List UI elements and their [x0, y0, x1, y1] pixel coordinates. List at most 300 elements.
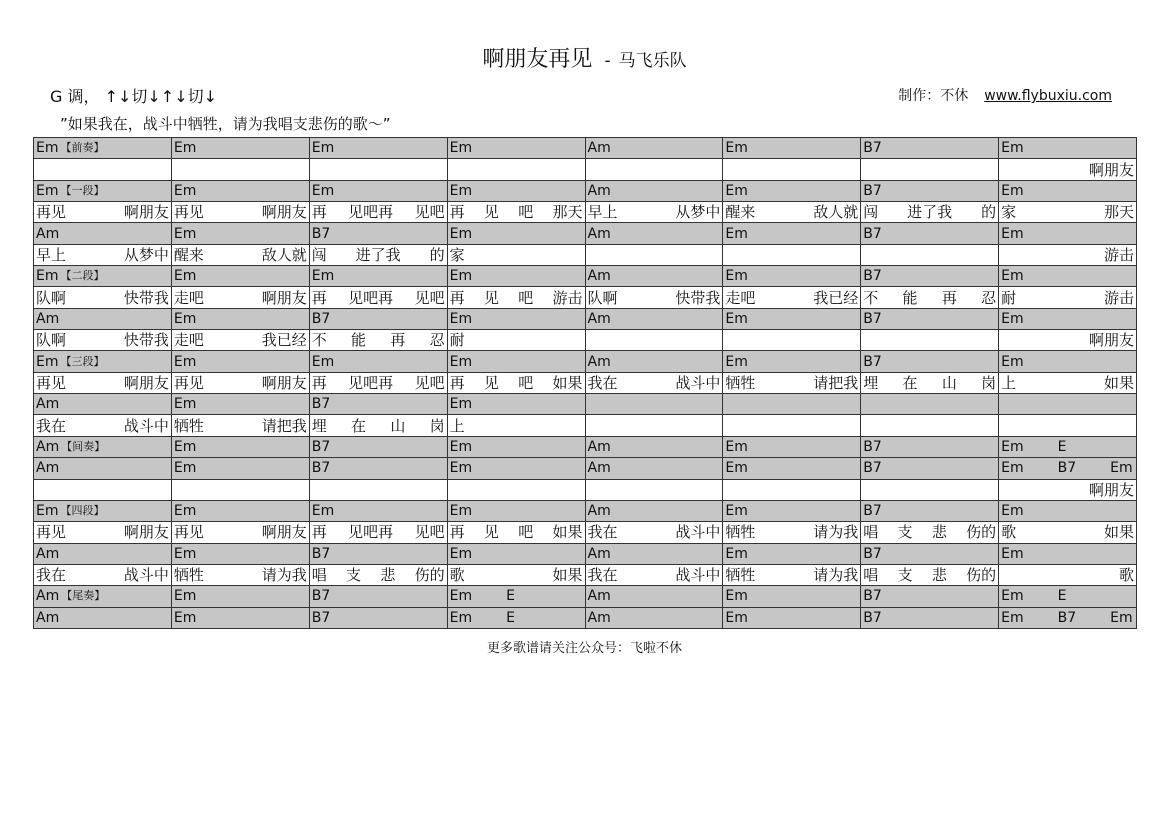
lyric-cell	[861, 244, 999, 265]
cell-content	[312, 565, 445, 585]
cell-content	[588, 223, 721, 243]
chord-cell	[999, 543, 1137, 564]
footer-note: 更多歌谱请关注公众号：飞啦不休	[486, 641, 682, 656]
lyric-cell	[999, 287, 1137, 308]
chord-cell	[447, 138, 585, 159]
lyric-cell	[723, 159, 861, 180]
lyric-text: 啊朋友	[261, 203, 307, 222]
lyric-text: 战斗中	[123, 416, 169, 435]
chord-name: B7	[311, 588, 331, 605]
cell-content	[1001, 330, 1134, 350]
lyric-text: 家	[1001, 203, 1017, 222]
chord-cell	[723, 308, 861, 329]
chord-name: Em	[173, 225, 197, 242]
lyric-text: 如果	[1103, 523, 1134, 542]
cell-content	[36, 330, 169, 350]
lyric-text: 岗	[429, 416, 445, 435]
lyric-text: 醒来	[173, 245, 204, 264]
cell-content	[450, 223, 583, 243]
cell-content	[1001, 394, 1134, 414]
lyric-cell	[309, 372, 447, 393]
chord-name: Em	[173, 460, 197, 477]
chord-name: Em	[173, 588, 197, 605]
cell-content	[450, 415, 583, 435]
lyric-row	[34, 202, 1137, 223]
chord-cell	[447, 436, 585, 457]
lyric-cell	[34, 330, 172, 351]
cell-content	[36, 287, 169, 307]
chord-name: Em	[449, 140, 473, 157]
cell-content	[36, 608, 169, 628]
lyric-text: 伤的	[966, 523, 997, 542]
chord-row	[34, 607, 1137, 628]
lyric-text: 如果	[552, 566, 583, 585]
lyric-text: 那天	[1103, 203, 1134, 222]
lyric-text: 再	[311, 373, 327, 392]
chord-cell	[861, 458, 999, 479]
chord-cell	[171, 586, 309, 607]
lyric-text: 歌	[449, 566, 465, 585]
lyric-cell	[861, 415, 999, 436]
lyric-text: 请把我	[261, 416, 307, 435]
lyric-text: 牺牲	[173, 566, 204, 585]
credit	[898, 85, 1112, 105]
lyric-text: 我在	[587, 566, 618, 585]
cell-content	[174, 287, 307, 307]
chord-name: B7	[311, 438, 331, 455]
cell-content	[36, 586, 169, 606]
cell-content	[725, 266, 858, 286]
cell-content	[312, 159, 445, 179]
lyric-cell	[723, 202, 861, 223]
cell-content	[450, 437, 583, 457]
cell-content	[725, 437, 858, 457]
cell-content	[588, 373, 721, 393]
chord-name: B7	[311, 310, 331, 327]
cell-content	[174, 181, 307, 201]
cell-content	[725, 159, 858, 179]
lyric-text: 早上	[36, 245, 67, 264]
cell-content	[588, 159, 721, 179]
lyric-text: 再	[449, 288, 465, 307]
chord-cell	[723, 500, 861, 521]
chord-name: Em	[36, 182, 59, 199]
chord-cell	[861, 223, 999, 244]
chord-name: Em	[173, 396, 197, 413]
chord-name: Em	[311, 140, 335, 157]
lyric-text: 见吧再	[348, 203, 394, 222]
cell-content	[312, 608, 445, 628]
lyric-text: 埋	[863, 373, 879, 392]
chord-cell	[585, 436, 723, 457]
chord-name: B7	[311, 396, 331, 413]
cell-content	[312, 245, 445, 265]
chord-cell	[34, 308, 172, 329]
chord-name: Em	[173, 503, 197, 520]
cell-content	[863, 480, 996, 500]
cell-content	[450, 586, 583, 606]
chord-name: Am	[36, 588, 60, 605]
chord-cell	[34, 543, 172, 564]
chord-cell	[34, 266, 172, 287]
chord-name: Am	[587, 225, 611, 242]
lyric-text: 支	[897, 566, 913, 585]
chord-cell	[309, 223, 447, 244]
lyric-text: 游击	[1103, 245, 1134, 264]
cell-content	[725, 330, 858, 350]
chord-name: B7	[863, 268, 882, 285]
chord-cell	[861, 308, 999, 329]
chord-name: Em	[173, 140, 197, 157]
lyric-text: 战斗中	[675, 373, 721, 392]
lyric-cell	[34, 372, 172, 393]
chord-row	[34, 500, 1137, 521]
cell-content	[725, 223, 858, 243]
cell-content	[725, 608, 858, 628]
lyric-text: 战斗中	[675, 523, 721, 542]
lyric-cell	[723, 415, 861, 436]
cell-content	[725, 245, 858, 265]
cell-content	[1001, 159, 1134, 179]
chord-cell	[861, 436, 999, 457]
lyric-text: 吧	[518, 373, 534, 392]
lyric-text: 牺牲	[725, 566, 756, 585]
cell-content	[174, 501, 307, 521]
lyric-cell	[447, 159, 585, 180]
cell-content	[36, 223, 169, 243]
chord-cell	[309, 394, 447, 415]
cell-content	[174, 458, 307, 478]
chord-name: Em	[725, 588, 748, 605]
cell-content	[1001, 287, 1134, 307]
cell-content	[450, 138, 583, 158]
chord-name: Em	[449, 310, 473, 327]
chord-name: Am	[587, 182, 611, 199]
lyric-text: 唱	[863, 566, 879, 585]
lyric-row	[34, 522, 1137, 543]
lyric-cell	[585, 287, 723, 308]
lyric-cell	[723, 479, 861, 500]
lyric-cell	[723, 522, 861, 543]
section-label: 【尾奏】	[61, 589, 106, 603]
lyric-text: 如果	[552, 373, 583, 392]
cell-content	[174, 565, 307, 585]
chord-cell	[723, 458, 861, 479]
lyric-text: 在	[351, 416, 367, 435]
cell-content	[725, 309, 858, 329]
cell-content	[588, 565, 721, 585]
chord-cell	[861, 138, 999, 159]
chord-name: Em	[36, 268, 59, 285]
cell-content	[725, 351, 858, 371]
cell-content	[863, 565, 996, 585]
cell-content	[174, 437, 307, 457]
chord-name: Am	[36, 609, 60, 626]
lyric-text: 我已经	[261, 331, 307, 350]
lyric-row	[34, 372, 1137, 393]
lyric-cell	[999, 372, 1137, 393]
chord-cell	[999, 607, 1137, 628]
chord-cell	[447, 586, 585, 607]
credit-label: 制作：	[898, 88, 941, 104]
chord-cell	[309, 308, 447, 329]
chord-name: Am	[587, 353, 611, 370]
cell-content	[725, 544, 858, 564]
lyric-text: 请为我	[813, 566, 859, 585]
lyric-text: 唱	[311, 566, 327, 585]
chord-name: E	[506, 609, 515, 626]
chord-name: B7	[863, 310, 882, 327]
cell-content	[725, 565, 858, 585]
cell-content	[1001, 351, 1134, 371]
lyric-cell	[999, 415, 1137, 436]
section-label: 【前奏】	[60, 141, 105, 155]
cell-content	[312, 415, 445, 435]
cell-content	[725, 287, 858, 307]
lyric-cell	[34, 415, 172, 436]
cell-content	[450, 373, 583, 393]
chord-cell	[171, 394, 309, 415]
cell-content	[36, 351, 169, 371]
chord-cell	[309, 607, 447, 628]
cell-content	[450, 544, 583, 564]
cell-content	[450, 608, 583, 628]
chord-cell	[861, 180, 999, 201]
lyric-text: 不	[863, 288, 879, 307]
lyric-cell	[861, 202, 999, 223]
lyric-text: 吧	[518, 288, 534, 307]
lyric-cell	[447, 287, 585, 308]
lyric-cell	[447, 372, 585, 393]
chord-name: Em	[449, 503, 473, 520]
cell-content	[863, 309, 996, 329]
cell-content	[863, 415, 996, 435]
lyric-text: 再	[449, 373, 465, 392]
chord-name: E	[506, 588, 515, 605]
lyric-text: 啊朋友	[123, 373, 169, 392]
lyric-text: 再见	[173, 523, 204, 542]
lyric-text: 耐	[449, 331, 465, 350]
chord-cell	[585, 351, 723, 372]
cell-content	[36, 394, 169, 414]
cell-content	[312, 351, 445, 371]
lyric-cell	[309, 522, 447, 543]
chord-cell	[309, 138, 447, 159]
cell-content	[36, 159, 169, 179]
chord-cell	[585, 500, 723, 521]
chord-cell	[447, 607, 585, 628]
chord-cell	[999, 394, 1137, 415]
chord-row	[34, 351, 1137, 372]
chord-name: Em	[1001, 182, 1024, 199]
lyric-cell	[723, 330, 861, 351]
website-link[interactable]: www.flybuxiu.com	[984, 88, 1112, 104]
chord-cell	[585, 394, 723, 415]
lyric-text: 我在	[36, 566, 67, 585]
cell-content	[36, 480, 169, 500]
cell-content	[450, 565, 583, 585]
cell-content	[725, 501, 858, 521]
lyric-row	[34, 415, 1137, 436]
lyric-text: 我在	[36, 416, 67, 435]
chord-name: Am	[587, 460, 611, 477]
cell-content	[174, 480, 307, 500]
chord-name: Am	[587, 503, 611, 520]
chord-cell	[171, 351, 309, 372]
cell-content	[863, 159, 996, 179]
lyric-cell	[171, 287, 309, 308]
chord-name: Em	[311, 182, 335, 199]
lyric-cell	[585, 415, 723, 436]
lyric-text: 家	[449, 245, 465, 264]
chord-name: E	[1057, 588, 1067, 605]
cell-content	[174, 138, 307, 158]
lyric-cell	[999, 479, 1137, 500]
chord-name: Em	[1001, 310, 1024, 327]
cell-content	[863, 501, 996, 521]
lyric-text: 请把我	[813, 373, 859, 392]
lyric-text: 伤的	[414, 566, 445, 585]
lyric-text: 支	[346, 566, 362, 585]
chord-name: Em	[1001, 545, 1024, 562]
lyric-text: 战斗中	[675, 566, 721, 585]
lyric-text: 上	[449, 416, 465, 435]
cell-content	[174, 608, 307, 628]
chord-name: B7	[863, 140, 882, 157]
lyric-cell	[861, 522, 999, 543]
cell-content	[863, 202, 996, 222]
chord-name: B7	[311, 609, 331, 626]
lyric-text: 见	[483, 523, 499, 542]
cell-content	[863, 330, 996, 350]
chord-cell	[585, 308, 723, 329]
chord-cell	[585, 586, 723, 607]
lyric-row	[34, 564, 1137, 585]
cell-content	[312, 586, 445, 606]
lyric-cell	[447, 330, 585, 351]
lyric-text: 悲	[931, 523, 947, 542]
cell-content	[450, 458, 583, 478]
lyric-cell	[34, 564, 172, 585]
cell-content	[1001, 138, 1134, 158]
cell-content	[1001, 223, 1134, 243]
cell-content	[174, 223, 307, 243]
chord-name: Am	[587, 545, 611, 562]
chord-cell	[447, 500, 585, 521]
chord-name: Em	[449, 460, 473, 477]
lyric-text: 啊朋友	[1088, 160, 1134, 179]
chord-cell	[447, 351, 585, 372]
section-label: 【二段】	[60, 269, 105, 283]
chord-cell	[999, 500, 1137, 521]
lyric-cell	[999, 159, 1137, 180]
cell-content	[725, 181, 858, 201]
lyric-cell	[171, 330, 309, 351]
lyric-text: 再见	[36, 523, 67, 542]
lyric-cell	[585, 330, 723, 351]
chord-cell	[723, 266, 861, 287]
lyric-cell	[999, 244, 1137, 265]
lyric-text: 见	[483, 288, 499, 307]
chord-cell	[34, 500, 172, 521]
chord-cell	[309, 500, 447, 521]
chord-cell	[34, 223, 172, 244]
lyric-cell	[309, 287, 447, 308]
cell-content	[863, 394, 996, 414]
chord-cell	[171, 607, 309, 628]
cell-content	[1001, 565, 1134, 585]
chord-name: Em	[173, 353, 197, 370]
lyric-text: 山	[941, 373, 957, 392]
cell-content	[36, 437, 169, 457]
lyric-text: 唱	[863, 523, 879, 542]
cell-content	[1001, 480, 1134, 500]
cell-content	[1001, 181, 1134, 201]
chord-name: Em	[173, 545, 197, 562]
lyric-text: 战斗中	[123, 566, 169, 585]
cell-content	[36, 245, 169, 265]
lyric-text: 岗	[981, 373, 997, 392]
cell-content	[450, 159, 583, 179]
lyric-cell	[171, 372, 309, 393]
lyric-text: 见吧	[414, 373, 445, 392]
chord-name: Am	[587, 140, 611, 157]
chord-name: B7	[863, 503, 882, 520]
chord-cell	[34, 394, 172, 415]
lyric-text: 队啊	[587, 288, 618, 307]
chord-name: Am	[587, 438, 611, 455]
lyric-text: 快带我	[123, 288, 169, 307]
cell-content	[588, 458, 721, 478]
cell-content	[863, 223, 996, 243]
lyric-text: 能	[351, 331, 367, 350]
lyric-text: 敌人就	[261, 245, 307, 264]
chord-cell	[861, 266, 999, 287]
chord-name: Em	[173, 609, 197, 626]
chord-name: B7	[863, 438, 882, 455]
lyric-cell	[447, 415, 585, 436]
chord-name: Am	[587, 268, 611, 285]
lyric-text: 如果	[1103, 373, 1134, 392]
chord-row	[34, 458, 1137, 479]
lyric-text: 见吧	[414, 288, 445, 307]
section-label: 【间奏】	[61, 439, 106, 453]
cell-content	[588, 330, 721, 350]
chord-name: B7	[1057, 609, 1077, 626]
chord-name: Em	[173, 182, 197, 199]
cell-content	[450, 522, 583, 542]
song-title: 啊朋友再见	[482, 47, 593, 72]
chord-cell	[723, 180, 861, 201]
lyric-text: 闯	[863, 203, 879, 222]
cell-content	[174, 351, 307, 371]
cell-content	[1001, 544, 1134, 564]
chord-name: Em	[1001, 225, 1024, 242]
lyric-text: 牺牲	[725, 523, 756, 542]
chord-cell	[861, 394, 999, 415]
chord-name: B7	[311, 545, 331, 562]
chord-name: Em	[311, 503, 335, 520]
lyric-text: 啊朋友	[261, 373, 307, 392]
cell-content	[588, 394, 721, 414]
cell-content	[863, 373, 996, 393]
cell-content	[174, 586, 307, 606]
chord-cell	[34, 138, 172, 159]
cell-content	[863, 458, 996, 478]
chord-name: Em	[725, 225, 748, 242]
lyric-cell	[171, 522, 309, 543]
lyric-text: 能	[902, 288, 918, 307]
